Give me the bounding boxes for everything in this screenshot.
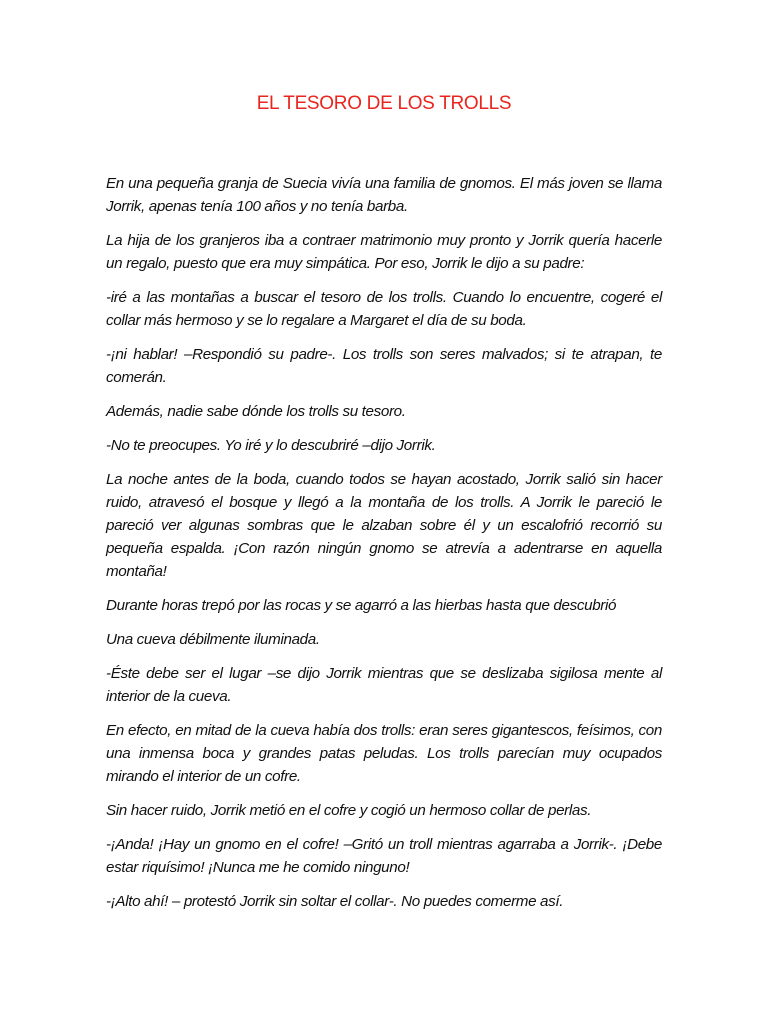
paragraph-8: Durante horas trepó por las rocas y se agarró a las hierbas hasta que descubrió bbox=[106, 597, 617, 614]
paragraph-14: -¡Alto ahí! – protestó Jorrik sin soltar el collar-. No puedes comerme así. bbox=[106, 893, 564, 910]
paragraph-2: La hija de los granjeros iba a contraer matrimonio muy pronto y Jorrik quería hacerle un regalo, puesto que era muy simpática. Por eso, Jorrik le dijo a su padre: bbox=[106, 232, 662, 272]
paragraph-11: En efecto, en mitad de la cueva había dos trolls: eran seres gigantescos, feísimos, con una inmensa boca y grandes patas peludas. Los trolls parecían muy ocupados mirando el interior de un cofre. bbox=[106, 722, 662, 785]
paragraph-12: Sin hacer ruido, Jorrik metió en el cofre y cogió un hermoso collar de perlas. bbox=[106, 802, 592, 819]
paragraph-4: -¡ni hablar! –Respondió su padre-. Los trolls son seres malvados; si te atrapan, te comerán. bbox=[106, 346, 662, 386]
paragraph-5: Además, nadie sabe dónde los trolls su tesoro. bbox=[106, 403, 406, 420]
paragraph-10: -Éste debe ser el lugar –se dijo Jorrik mientras que se deslizaba sigilosa mente al interior de la cueva. bbox=[106, 665, 662, 705]
paragraph-1: En una pequeña granja de Suecia vivía una familia de gnomos. El más joven se llama Jorrik, apenas tenía 100 años y no tenía barba. bbox=[106, 175, 662, 215]
paragraph-3: -iré a las montañas a buscar el tesoro de los trolls. Cuando lo encuentre, cogeré el collar más hermoso y se lo regalare a Margaret el día de su boda. bbox=[106, 289, 662, 329]
paragraph-13: -¡Anda! ¡Hay un gnomo en el cofre! –Gritó un troll mientras agarraba a Jorrik-. ¡Debe estar riquísimo! ¡Nunca me he comido ninguno! bbox=[106, 836, 662, 876]
paragraph-6: -No te preocupes. Yo iré y lo descubriré –dijo Jorrik. bbox=[106, 437, 436, 454]
paragraph-7: La noche antes de la boda, cuando todos se hayan acostado, Jorrik salió sin hacer ruido, atravesó el bosque y llegó a la montaña de los trolls. A Jorrik le pareció le pareció ver algunas sombras que le alzaban sobre él y un escalofrió recorrió su pequeña espalda. ¡Con razón ningún gnomo se atrevía a adentrarse en aquella montaña! bbox=[106, 471, 662, 580]
paragraph-9: Una cueva débilmente iluminada. bbox=[106, 631, 320, 648]
story-title: EL TESORO DE LOS TROLLS bbox=[256, 93, 512, 114]
story-body bbox=[106, 172, 662, 924]
